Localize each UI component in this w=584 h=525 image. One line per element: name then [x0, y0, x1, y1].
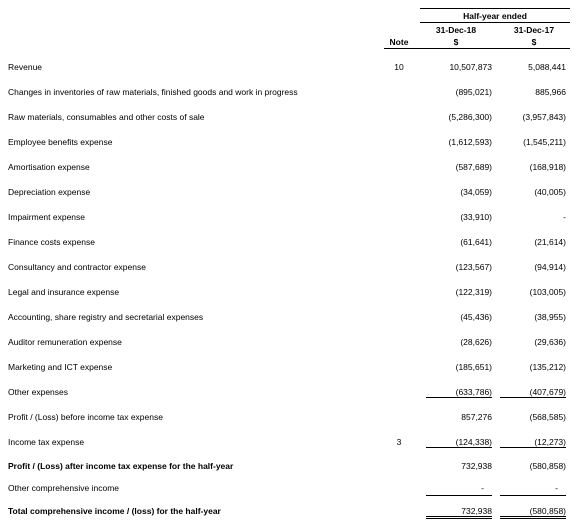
- row-value-2018: (28,626): [460, 337, 492, 347]
- row-value-2018: (633,786): [455, 387, 492, 397]
- row-value-2018: (895,021): [455, 87, 492, 97]
- row-value-2017: (168,918): [529, 162, 566, 172]
- row-value-2017: -: [563, 212, 566, 222]
- row-label: Depreciation expense: [8, 187, 91, 197]
- row-value-2017: (135,212): [529, 362, 566, 372]
- row-label: Total comprehensive income / (loss) for the half-year: [8, 506, 221, 516]
- period-title: Half-year ended: [463, 11, 527, 21]
- row-label: Profit / (Loss) before income tax expense: [8, 412, 163, 422]
- row-value-2018: -: [481, 483, 484, 493]
- row-value-2018: (123,567): [455, 262, 492, 272]
- row-value-2017: (580,858): [529, 461, 566, 471]
- row-value-2017: (407,679): [529, 387, 566, 397]
- row-value-2018: (124,338): [455, 437, 492, 447]
- row-label: Revenue: [8, 62, 43, 72]
- row-label: Accounting, share registry and secretarial expenses: [8, 312, 204, 322]
- row-value-2018: 732,938: [461, 461, 492, 471]
- row-value-2018: 10,507,873: [449, 62, 492, 72]
- row-label: Profit / (Loss) after income tax expense for the half-year: [8, 461, 234, 471]
- col2-unit: $: [531, 37, 537, 47]
- row-label: Employee benefits expense: [8, 137, 113, 147]
- row-value-2017: (568,585): [529, 412, 566, 422]
- row-value-2018: (1,612,593): [448, 137, 492, 147]
- row-value-2018: (34,059): [460, 187, 492, 197]
- subtotal-rule-2018: [426, 397, 492, 398]
- row-value-2017: (29,636): [534, 337, 566, 347]
- total-double-rule-2017-a: [500, 516, 566, 517]
- row-value-2017: (1,545,211): [523, 137, 566, 147]
- oci-rule-2017: [500, 495, 566, 496]
- row-note: 3: [396, 437, 402, 447]
- row-value-2017: -: [555, 483, 558, 493]
- row-label: Other comprehensive income: [8, 483, 120, 493]
- row-value-2018: 732,938: [461, 506, 492, 516]
- row-value-2017: (12,273): [534, 437, 566, 447]
- row-label: Amortisation expense: [8, 162, 90, 172]
- header-bottom-rule: [384, 48, 570, 49]
- row-value-2018: (185,651): [455, 362, 492, 372]
- col1-date: 31-Dec-18: [435, 25, 477, 35]
- total-double-rule-2018-b: [426, 518, 492, 519]
- row-value-2017: 5,088,441: [528, 62, 566, 72]
- row-label: Income tax expense: [8, 437, 85, 447]
- row-value-2017: (94,914): [534, 262, 566, 272]
- row-value-2017: (21,614): [534, 237, 566, 247]
- col2-date: 31-Dec-17: [513, 25, 555, 35]
- total-double-rule-2017-b: [500, 518, 566, 519]
- row-value-2017: (580,858): [529, 506, 566, 516]
- tax-rule-2017: [500, 447, 566, 448]
- row-value-2017: (103,005): [529, 287, 566, 297]
- row-value-2017: (40,005): [534, 187, 566, 197]
- row-value-2018: 857,276: [461, 412, 492, 422]
- row-label: Auditor remuneration expense: [8, 337, 122, 347]
- note-header: Note: [389, 37, 409, 47]
- row-value-2017: (38,955): [534, 312, 566, 322]
- row-value-2018: (122,319): [455, 287, 492, 297]
- col1-unit: $: [453, 37, 459, 47]
- row-label: Marketing and ICT expense: [8, 362, 113, 372]
- row-value-2018: (33,910): [460, 212, 492, 222]
- oci-rule-2018: [426, 495, 492, 496]
- row-value-2018: (5,286,300): [448, 112, 492, 122]
- row-label: Raw materials, consumables and other costs of sale: [8, 112, 205, 122]
- row-value-2018: (587,689): [455, 162, 492, 172]
- row-label: Impairment expense: [8, 212, 86, 222]
- row-value-2017: (3,957,843): [522, 112, 566, 122]
- header-mid-rule: [420, 22, 570, 23]
- tax-rule-2018: [426, 447, 492, 448]
- row-value-2017: 885,966: [535, 87, 566, 97]
- row-label: Consultancy and contractor expense: [8, 262, 146, 272]
- row-value-2018: (61,641): [460, 237, 492, 247]
- row-label: Legal and insurance expense: [8, 287, 120, 297]
- header-top-rule: [420, 8, 570, 9]
- row-label: Changes in inventories of raw materials, finished goods and work in progress: [8, 87, 298, 97]
- row-value-2018: (45,436): [460, 312, 492, 322]
- subtotal-rule-2017: [500, 397, 566, 398]
- row-label: Other expenses: [8, 387, 69, 397]
- total-double-rule-2018-a: [426, 516, 492, 517]
- row-label: Finance costs expense: [8, 237, 95, 247]
- row-note: 10: [394, 62, 404, 72]
